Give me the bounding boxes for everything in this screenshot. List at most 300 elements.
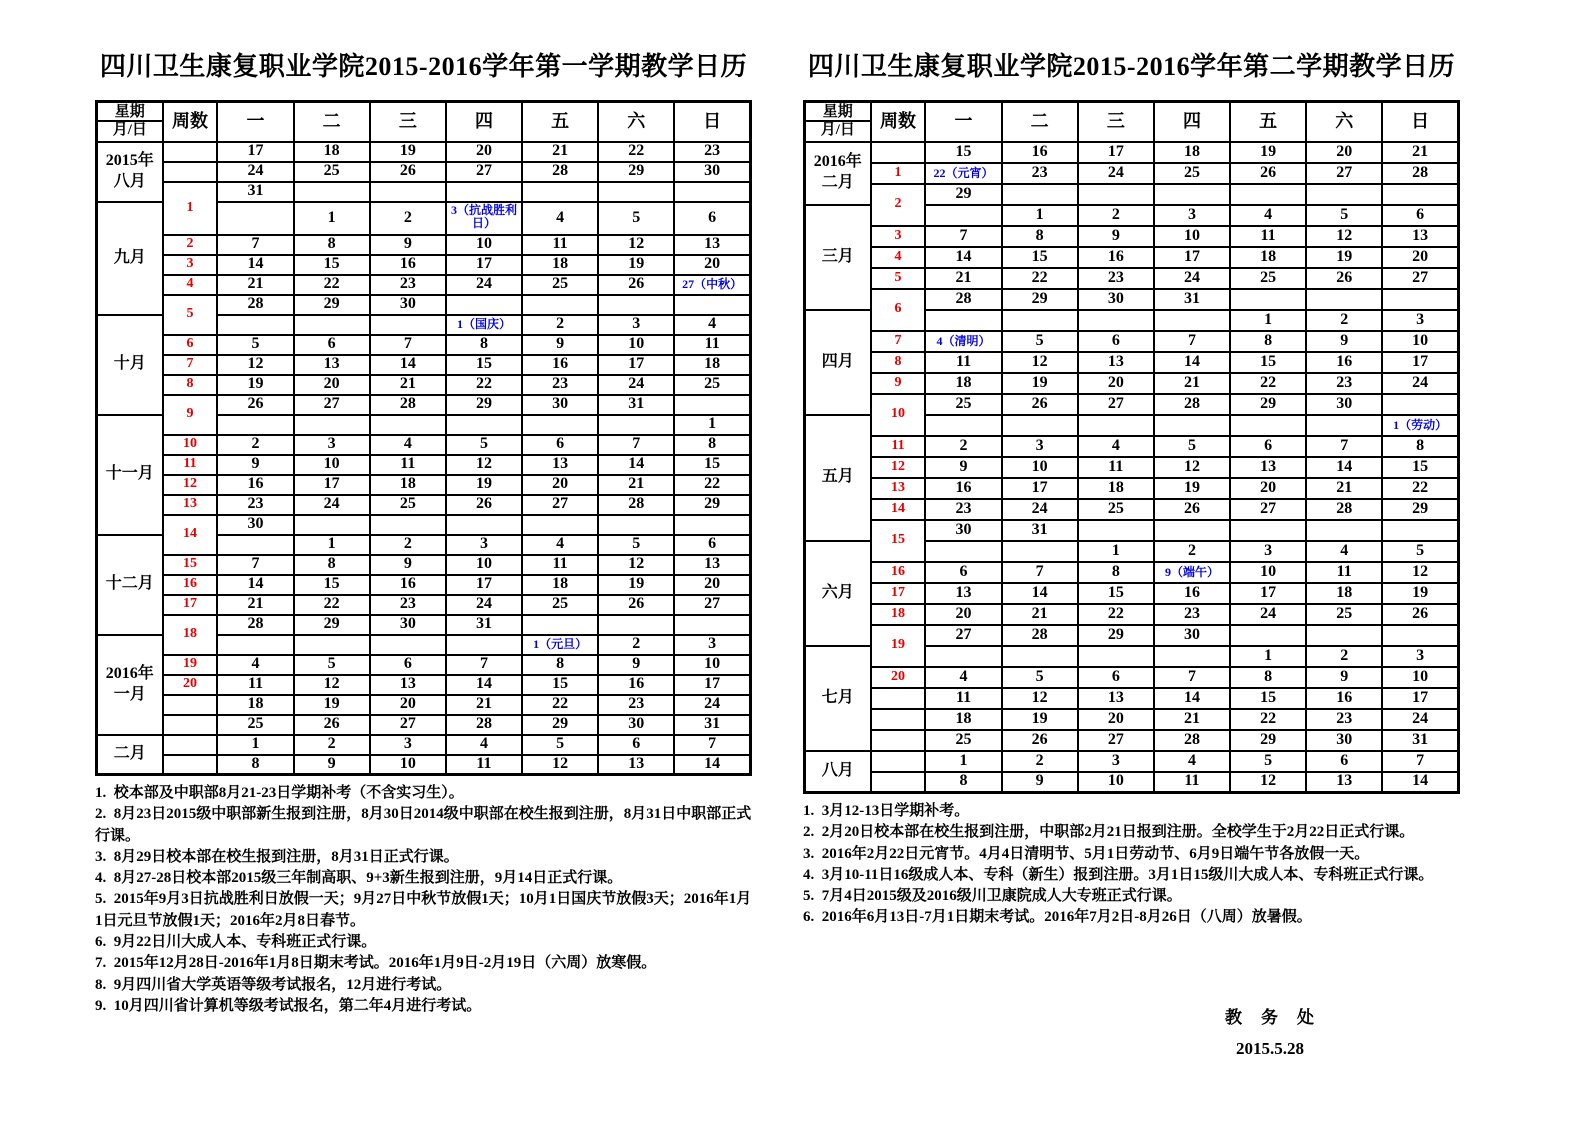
- week-number-cell: 9: [871, 373, 926, 394]
- calendar-note: 4. 3月10-11日16级成人本、专科（新生）报到注册。3月1日15级川大成人本、专科班正式行课。: [803, 866, 1434, 883]
- holiday-date-cell: [446, 315, 522, 335]
- calendar-week-row: [805, 751, 1459, 772]
- empty-date-cell: [1230, 184, 1306, 205]
- date-cell: 3: [1382, 310, 1458, 331]
- calendar-week-row: [805, 142, 1459, 163]
- weekday-header: 三: [370, 102, 446, 142]
- date-cell: 21: [1306, 478, 1382, 499]
- week-number-cell: 17: [871, 583, 926, 604]
- date-cell: 5: [217, 335, 293, 355]
- holiday-label: 22（元宵）: [933, 165, 994, 180]
- date-cell: 23: [1306, 709, 1382, 730]
- calendar-week-row: [97, 335, 751, 355]
- calendar-week-row: [805, 457, 1459, 478]
- calendar-week-row: [805, 709, 1459, 730]
- empty-date-cell: [370, 415, 446, 435]
- date-cell: 1: [1230, 646, 1306, 667]
- date-cell: 1: [1002, 205, 1078, 226]
- date-cell: 25: [674, 375, 750, 395]
- date-cell: 9: [370, 555, 446, 575]
- date-cell: 28: [1154, 730, 1230, 751]
- empty-date-cell: [1078, 415, 1154, 436]
- date-cell: 14: [1382, 772, 1458, 793]
- date-cell: 7: [217, 235, 293, 255]
- date-cell: 23: [1078, 268, 1154, 289]
- holiday-date-cell: [925, 163, 1001, 184]
- empty-date-cell: [1154, 415, 1230, 436]
- calendar-note: 2. 8月23日2015级中职部新生报到注册，8月30日2014级中职部在校生报到注册，8月31日中职部正式行课。: [95, 806, 752, 844]
- date-cell: 3: [370, 735, 446, 755]
- date-cell: 8: [522, 655, 598, 675]
- week-number-cell: 1: [163, 182, 218, 235]
- date-cell: 3: [1382, 646, 1458, 667]
- date-cell: 30: [522, 395, 598, 415]
- date-cell: 21: [370, 375, 446, 395]
- empty-date-cell: [1382, 520, 1458, 541]
- empty-date-cell: [925, 415, 1001, 436]
- week-number-cell: 3: [163, 255, 218, 275]
- date-cell: 6: [1230, 436, 1306, 457]
- month-cell: 五月: [805, 415, 871, 541]
- empty-date-cell: [1154, 646, 1230, 667]
- date-cell: 9: [1078, 226, 1154, 247]
- empty-date-cell: [1230, 625, 1306, 646]
- date-cell: 20: [1382, 247, 1458, 268]
- date-cell: 22: [1230, 373, 1306, 394]
- empty-date-cell: [598, 415, 674, 435]
- date-cell: 20: [294, 375, 370, 395]
- date-cell: 25: [522, 595, 598, 615]
- calendar-week-row: [97, 142, 751, 162]
- date-cell: 15: [446, 355, 522, 375]
- date-cell: 11: [674, 335, 750, 355]
- date-cell: 2: [1078, 205, 1154, 226]
- calendar-week-row: [805, 247, 1459, 268]
- date-cell: 31: [1382, 730, 1458, 751]
- week-number-cell: 14: [871, 499, 926, 520]
- month-cell: 2015年 八月: [97, 142, 163, 202]
- empty-date-cell: [1002, 415, 1078, 436]
- date-cell: 21: [1382, 142, 1458, 163]
- date-cell: 5: [294, 655, 370, 675]
- date-cell: 7: [925, 226, 1001, 247]
- empty-date-cell: [1078, 646, 1154, 667]
- date-cell: 2: [1002, 751, 1078, 772]
- calendar-week-row: [97, 515, 751, 535]
- date-cell: 12: [446, 455, 522, 475]
- teaching-calendar-table: [803, 100, 1460, 794]
- date-cell: 19: [1230, 142, 1306, 163]
- date-cell: 6: [925, 562, 1001, 583]
- date-cell: 12: [522, 755, 598, 775]
- date-cell: 14: [1154, 688, 1230, 709]
- date-cell: 13: [674, 555, 750, 575]
- month-cell: 九月: [97, 202, 163, 315]
- week-number-cell: 6: [871, 289, 926, 331]
- date-cell: 25: [1230, 268, 1306, 289]
- date-cell: 13: [370, 675, 446, 695]
- date-cell: 31: [1154, 289, 1230, 310]
- calendar-week-row: [805, 352, 1459, 373]
- weekday-header: 四: [1154, 102, 1230, 142]
- date-cell: 24: [1078, 163, 1154, 184]
- date-cell: 9: [1306, 331, 1382, 352]
- week-number-cell: 8: [871, 352, 926, 373]
- week-number-cell: 17: [163, 595, 218, 615]
- calendar-week-row: [805, 499, 1459, 520]
- date-cell: 28: [1002, 625, 1078, 646]
- date-cell: 24: [294, 495, 370, 515]
- date-cell: 17: [1382, 352, 1458, 373]
- date-cell: 29: [598, 162, 674, 182]
- date-cell: 3: [1230, 541, 1306, 562]
- date-cell: 15: [294, 255, 370, 275]
- calendar-week-row: [97, 475, 751, 495]
- date-cell: 4: [522, 535, 598, 555]
- holiday-label: 1（元旦）: [533, 637, 588, 652]
- week-number-cell: 2: [871, 184, 926, 226]
- month-cell: 七月: [805, 646, 871, 751]
- weekday-header: 二: [1002, 102, 1078, 142]
- date-cell: 7: [1306, 436, 1382, 457]
- date-cell: 18: [522, 255, 598, 275]
- date-cell: 11: [1230, 226, 1306, 247]
- date-cell: 10: [598, 335, 674, 355]
- date-cell: 21: [1154, 709, 1230, 730]
- date-cell: 27: [925, 625, 1001, 646]
- date-cell: 28: [925, 289, 1001, 310]
- date-cell: 31: [598, 395, 674, 415]
- date-cell: 16: [217, 475, 293, 495]
- week-number-cell: 16: [871, 562, 926, 583]
- week-number-cell: [871, 709, 926, 730]
- empty-date-cell: [925, 205, 1001, 226]
- date-cell: 22: [1230, 709, 1306, 730]
- empty-date-cell: [370, 635, 446, 655]
- holiday-label: 4（清明）: [936, 333, 991, 348]
- date-cell: 25: [294, 162, 370, 182]
- date-cell: 26: [294, 715, 370, 735]
- date-cell: 29: [1382, 499, 1458, 520]
- empty-date-cell: [217, 535, 293, 555]
- calendar-week-row: [97, 495, 751, 515]
- calendar-week-row: [805, 331, 1459, 352]
- date-cell: 23: [1002, 163, 1078, 184]
- corner-month-day-label: 月/日: [820, 121, 855, 138]
- date-cell: 11: [522, 235, 598, 255]
- empty-date-cell: [1078, 520, 1154, 541]
- empty-date-cell: [1382, 394, 1458, 415]
- date-cell: 19: [598, 575, 674, 595]
- date-cell: 13: [925, 583, 1001, 604]
- date-cell: 11: [217, 675, 293, 695]
- date-cell: 21: [1154, 373, 1230, 394]
- date-cell: 19: [446, 475, 522, 495]
- holiday-label: 1（国庆）: [456, 317, 511, 332]
- date-cell: 15: [925, 142, 1001, 163]
- date-cell: 21: [217, 275, 293, 295]
- weekday-header: 一: [217, 102, 293, 142]
- empty-date-cell: [370, 315, 446, 335]
- date-cell: 24: [674, 695, 750, 715]
- weekday-month-corner-header: [805, 102, 871, 142]
- date-cell: 10: [1078, 772, 1154, 793]
- date-cell: 18: [925, 709, 1001, 730]
- empty-date-cell: [522, 515, 598, 535]
- date-cell: 13: [1230, 457, 1306, 478]
- date-cell: 23: [370, 595, 446, 615]
- date-cell: 20: [370, 695, 446, 715]
- date-cell: 24: [598, 375, 674, 395]
- date-cell: 15: [674, 455, 750, 475]
- empty-date-cell: [522, 615, 598, 635]
- week-number-cell: 20: [871, 667, 926, 688]
- calendar-week-row: [805, 268, 1459, 289]
- calendar-week-row: [805, 478, 1459, 499]
- holiday-date-cell: [1382, 415, 1458, 436]
- date-cell: 10: [1154, 226, 1230, 247]
- date-cell: 16: [1154, 583, 1230, 604]
- week-number-cell: 9: [163, 395, 218, 435]
- week-number-cell: 16: [163, 575, 218, 595]
- month-cell: 2016年 一月: [97, 635, 163, 735]
- empty-date-cell: [1002, 646, 1078, 667]
- date-cell: 6: [1078, 667, 1154, 688]
- calendar-note: 3. 2016年2月22日元宵节。4月4日清明节、5月1日劳动节、6月9日端午节各放假一天。: [803, 845, 1370, 862]
- calendar-note: 6. 2016年6月13日-7月1日期末考试。2016年7月2日-8月26日（八周）放暑假。: [803, 909, 1312, 926]
- empty-date-cell: [446, 182, 522, 202]
- empty-date-cell: [1230, 520, 1306, 541]
- date-cell: 14: [598, 455, 674, 475]
- date-cell: 23: [674, 142, 750, 162]
- date-cell: 20: [1078, 373, 1154, 394]
- date-cell: 12: [598, 235, 674, 255]
- date-cell: 16: [370, 575, 446, 595]
- date-cell: 12: [1230, 772, 1306, 793]
- date-cell: 26: [217, 395, 293, 415]
- date-cell: 21: [1002, 604, 1078, 625]
- month-cell: 二月: [97, 735, 163, 775]
- date-cell: 6: [522, 435, 598, 455]
- calendar-week-row: [97, 375, 751, 395]
- date-cell: 1: [1230, 310, 1306, 331]
- holiday-date-cell: [446, 202, 522, 235]
- date-cell: 21: [522, 142, 598, 162]
- empty-date-cell: [925, 310, 1001, 331]
- week-number-cell: [871, 751, 926, 772]
- date-cell: 13: [1078, 352, 1154, 373]
- holiday-label: 3（抗战胜利日）: [450, 202, 517, 231]
- date-cell: 8: [1230, 667, 1306, 688]
- holiday-label: 1（劳动）: [1393, 417, 1448, 432]
- calendar-week-row: [97, 695, 751, 715]
- date-cell: 27: [446, 162, 522, 182]
- calendar-week-row: [805, 184, 1459, 205]
- empty-date-cell: [1382, 289, 1458, 310]
- date-cell: 18: [1306, 583, 1382, 604]
- week-number-cell: 20: [163, 675, 218, 695]
- date-cell: 16: [925, 478, 1001, 499]
- holiday-date-cell: [674, 275, 750, 295]
- empty-date-cell: [446, 515, 522, 535]
- week-number-cell: [163, 755, 218, 775]
- semester-1-section: [95, 46, 752, 1017]
- date-cell: 2: [370, 202, 446, 235]
- empty-date-cell: [1382, 625, 1458, 646]
- weekday-header: 五: [1230, 102, 1306, 142]
- date-cell: 22: [294, 595, 370, 615]
- date-cell: 30: [925, 520, 1001, 541]
- week-number-cell: [871, 730, 926, 751]
- date-cell: 30: [1154, 625, 1230, 646]
- empty-date-cell: [294, 315, 370, 335]
- date-cell: 23: [522, 375, 598, 395]
- date-cell: 5: [446, 435, 522, 455]
- calendar-week-row: [97, 295, 751, 315]
- date-cell: 13: [1078, 688, 1154, 709]
- date-cell: 29: [1002, 289, 1078, 310]
- date-cell: 8: [925, 772, 1001, 793]
- empty-date-cell: [1002, 310, 1078, 331]
- date-cell: 29: [294, 295, 370, 315]
- date-cell: 12: [1002, 688, 1078, 709]
- date-cell: 30: [370, 295, 446, 315]
- empty-date-cell: [294, 515, 370, 535]
- calendar-note: 5. 2015年9月3日抗战胜利日放假一天；9月27日中秋节放假1天；10月1日国庆节放假3天；2016年1月1日元旦节放假1天；2016年2月8日春节。: [95, 891, 752, 929]
- week-number-cell: 6: [163, 335, 218, 355]
- calendar-note: 1. 3月12-13日学期补考。: [803, 803, 970, 819]
- empty-date-cell: [674, 615, 750, 635]
- date-cell: 24: [446, 275, 522, 295]
- date-cell: 28: [1154, 394, 1230, 415]
- date-cell: 15: [522, 675, 598, 695]
- date-cell: 11: [1306, 562, 1382, 583]
- date-cell: 17: [217, 142, 293, 162]
- date-cell: 9: [217, 455, 293, 475]
- date-cell: 12: [1154, 457, 1230, 478]
- date-cell: 6: [1306, 751, 1382, 772]
- date-cell: 21: [598, 475, 674, 495]
- date-cell: 11: [925, 688, 1001, 709]
- date-cell: 24: [1382, 709, 1458, 730]
- date-cell: 2: [1154, 541, 1230, 562]
- week-number-cell: 19: [163, 655, 218, 675]
- calendar-week-row: [97, 615, 751, 635]
- date-cell: 18: [1230, 247, 1306, 268]
- date-cell: 27: [1382, 268, 1458, 289]
- empty-date-cell: [1002, 184, 1078, 205]
- date-cell: 10: [1230, 562, 1306, 583]
- week-number-cell: 13: [163, 495, 218, 515]
- calendar-week-row: [805, 394, 1459, 415]
- week-number-cell: 12: [871, 457, 926, 478]
- date-cell: 17: [1382, 688, 1458, 709]
- date-cell: 27: [1230, 499, 1306, 520]
- date-cell: 10: [446, 235, 522, 255]
- holiday-date-cell: [925, 331, 1001, 352]
- date-cell: 20: [1078, 709, 1154, 730]
- date-cell: 26: [1002, 730, 1078, 751]
- empty-date-cell: [598, 182, 674, 202]
- date-cell: 15: [1230, 352, 1306, 373]
- date-cell: 8: [294, 235, 370, 255]
- date-cell: 5: [598, 535, 674, 555]
- empty-date-cell: [446, 635, 522, 655]
- date-cell: 11: [1154, 772, 1230, 793]
- week-number-cell: 7: [163, 355, 218, 375]
- date-cell: 20: [925, 604, 1001, 625]
- date-cell: 21: [925, 268, 1001, 289]
- date-cell: 26: [598, 275, 674, 295]
- date-cell: 23: [925, 499, 1001, 520]
- date-cell: 2: [370, 535, 446, 555]
- date-cell: 22: [1078, 604, 1154, 625]
- date-cell: 9: [925, 457, 1001, 478]
- empty-date-cell: [446, 415, 522, 435]
- week-number-cell: 7: [871, 331, 926, 352]
- date-cell: 25: [522, 275, 598, 295]
- date-cell: 28: [446, 715, 522, 735]
- weekday-header: 四: [446, 102, 522, 142]
- date-cell: 16: [522, 355, 598, 375]
- date-cell: 12: [1002, 352, 1078, 373]
- date-cell: 2: [598, 635, 674, 655]
- date-cell: 27: [1078, 394, 1154, 415]
- date-cell: 3: [598, 315, 674, 335]
- date-cell: 10: [294, 455, 370, 475]
- calendar-week-row: [97, 655, 751, 675]
- empty-date-cell: [522, 182, 598, 202]
- date-cell: 25: [1306, 604, 1382, 625]
- date-cell: 14: [217, 575, 293, 595]
- date-cell: 4: [217, 655, 293, 675]
- date-cell: 28: [522, 162, 598, 182]
- weekday-header: 五: [522, 102, 598, 142]
- date-cell: 12: [1306, 226, 1382, 247]
- semester-1-notes: [95, 783, 752, 1017]
- empty-date-cell: [294, 415, 370, 435]
- date-cell: 4: [1306, 541, 1382, 562]
- empty-date-cell: [370, 515, 446, 535]
- empty-date-cell: [1306, 625, 1382, 646]
- date-cell: 19: [294, 695, 370, 715]
- date-cell: 11: [446, 755, 522, 775]
- teaching-calendar-table: [95, 100, 752, 776]
- week-number-cell: [163, 162, 218, 182]
- date-cell: 27: [370, 715, 446, 735]
- empty-date-cell: [522, 415, 598, 435]
- week-number-cell: [163, 142, 218, 162]
- week-number-cell: 4: [871, 247, 926, 268]
- calendar-week-row: [805, 562, 1459, 583]
- calendar-note: 4. 8月27-28日校本部2015级三年制高职、9+3新生报到注册，9月14日正式行课。: [95, 870, 623, 887]
- date-cell: 15: [1382, 457, 1458, 478]
- empty-date-cell: [1306, 520, 1382, 541]
- date-cell: 27: [294, 395, 370, 415]
- date-cell: 14: [674, 755, 750, 775]
- date-cell: 9: [370, 235, 446, 255]
- calendar-week-row: [805, 688, 1459, 709]
- date-cell: 29: [674, 495, 750, 515]
- date-cell: 31: [446, 615, 522, 635]
- semester-2-title: 四川卫生康复职业学院2015-2016学年第二学期教学日历: [807, 52, 1456, 81]
- empty-date-cell: [1230, 289, 1306, 310]
- date-cell: 14: [370, 355, 446, 375]
- calendar-week-row: [97, 162, 751, 182]
- calendar-week-row: [97, 275, 751, 295]
- date-cell: 12: [1382, 562, 1458, 583]
- date-cell: 7: [1002, 562, 1078, 583]
